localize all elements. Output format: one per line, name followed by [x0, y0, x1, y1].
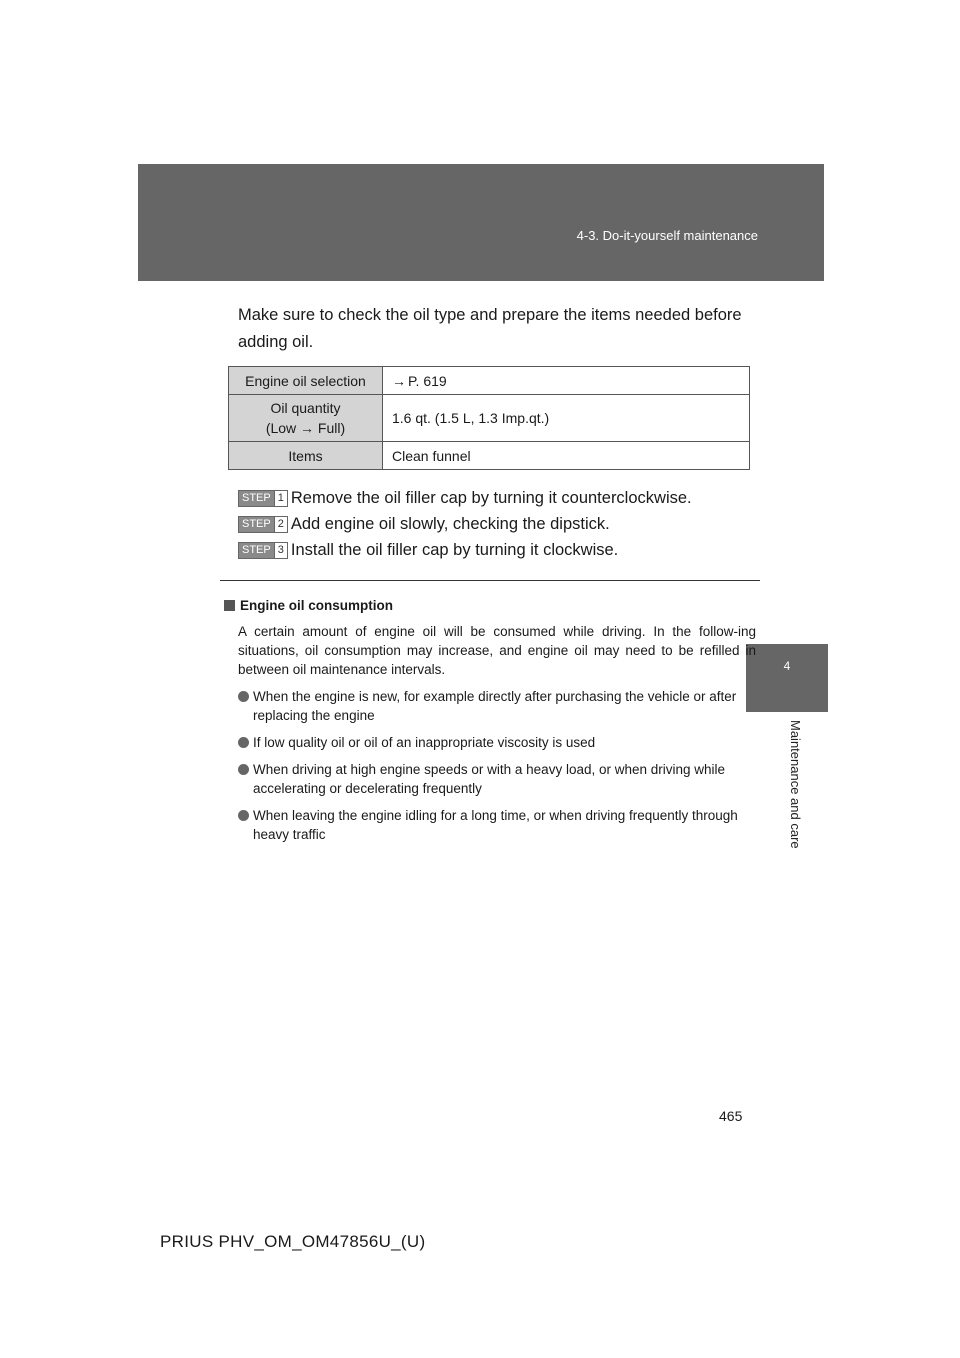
square-bullet-icon	[224, 600, 235, 611]
table-row	[229, 395, 750, 442]
list-item	[238, 760, 756, 798]
header-band	[138, 164, 824, 281]
note-section	[224, 598, 756, 844]
page-number: 465	[719, 1108, 743, 1124]
page-reference-link[interactable]: P. 619	[408, 372, 447, 389]
bullet-text: If low quality oil or oil of an inappropriate viscosity is used	[253, 735, 596, 750]
table-label: Engine oil selection	[229, 367, 383, 395]
list-item	[238, 687, 756, 725]
step-badge	[238, 516, 288, 533]
step-item	[238, 511, 692, 537]
step-list	[238, 485, 692, 563]
step-word: STEP	[239, 491, 274, 506]
note-heading	[224, 598, 756, 613]
list-item	[238, 806, 756, 844]
chapter-tab	[746, 644, 828, 712]
list-item	[238, 733, 756, 752]
circle-bullet-icon	[238, 764, 249, 775]
step-item	[238, 485, 692, 511]
section-title: 4-3. Do-it-yourself maintenance	[576, 228, 758, 243]
bullet-text: When the engine is new, for example directly after purchasing the vehicle or after replacing the engine	[253, 689, 737, 723]
intro-paragraph: Make sure to check the oil type and prepare the items needed before adding oil.	[238, 306, 742, 351]
step-number: 1	[274, 491, 287, 506]
step-number: 2	[274, 517, 287, 532]
table-label: Items	[229, 442, 383, 470]
step-word: STEP	[239, 543, 274, 558]
step-text: Remove the oil filler cap by turning it counterclockwise.	[290, 488, 692, 507]
chapter-label: Maintenance and care	[788, 720, 803, 849]
table-label-line: Oil quantity	[270, 400, 341, 416]
step-text: Install the oil filler cap by turning it clockwise.	[290, 540, 619, 559]
bullet-text: When driving at high engine speeds or with a heavy load, or when driving while accelerating or decelerating frequently	[253, 762, 726, 796]
circle-bullet-icon	[238, 737, 249, 748]
step-text: Add engine oil slowly, checking the dipstick.	[290, 514, 610, 533]
table-value: Clean funnel	[383, 442, 750, 470]
table-value	[383, 367, 750, 395]
table-label	[229, 395, 383, 442]
note-heading-text: Engine oil consumption	[240, 598, 393, 613]
step-badge	[238, 490, 288, 507]
step-item	[238, 537, 692, 563]
section-divider	[220, 580, 760, 581]
table-row	[229, 442, 750, 470]
table-value: 1.6 qt. (1.5 L, 1.3 Imp.qt.)	[383, 395, 750, 442]
circle-bullet-icon	[238, 691, 249, 702]
step-badge	[238, 542, 288, 559]
step-number: 3	[274, 543, 287, 558]
document-code: PRIUS PHV_OM_OM47856U_(U)	[160, 1232, 426, 1251]
note-body: A certain amount of engine oil will be consumed while driving. In the follow-ing situations, oil consumption may increase, and engine oil may need to be refilled in between oil maintenance intervals.	[238, 624, 756, 677]
table-label-line: (Low → Full)	[265, 420, 346, 436]
arrow-icon: →	[392, 372, 406, 389]
bullet-text: When leaving the engine idling for a long time, or when driving frequently through heavy traffic	[253, 808, 738, 842]
oil-spec-table	[228, 366, 750, 470]
circle-bullet-icon	[238, 810, 249, 821]
step-word: STEP	[239, 517, 274, 532]
table-row	[229, 367, 750, 395]
chapter-number: 4	[783, 659, 791, 673]
